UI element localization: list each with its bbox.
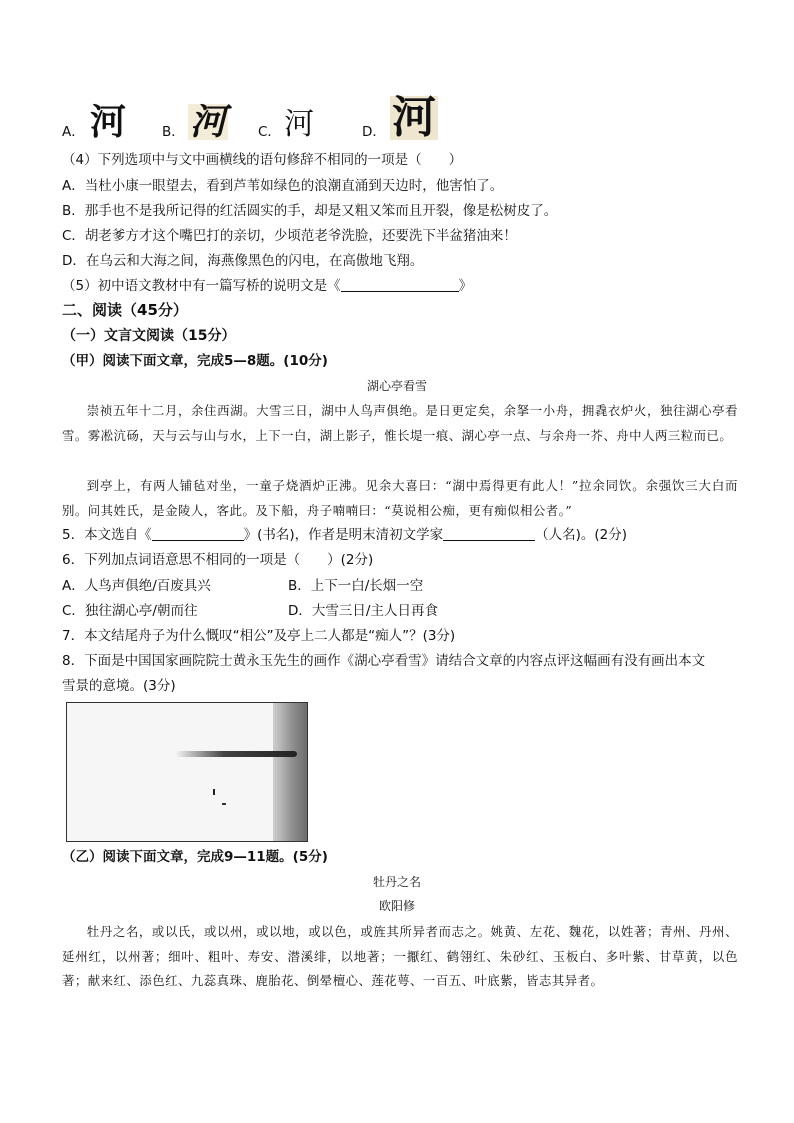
option-a-label: A． — [62, 124, 85, 140]
q6-option-d: D．大雪三日/主人日再食 — [288, 603, 438, 619]
jia-paragraph-2: 到亭上，有两人铺毡对坐，一童子烧酒炉正沸。见余大喜曰：“湖中焉得更有此人！”拉余同饮。余强饮三大白而别。问其姓氏，是金陵人，客此。及下船，舟子喃喃曰：“莫说相公痴，更有痴似相公者。” — [62, 478, 738, 518]
q5-after: 》 — [458, 278, 473, 294]
q5-answer-blank[interactable] — [341, 277, 459, 292]
painting-shade — [273, 703, 307, 841]
jia-article-title: 湖心亭看雪 — [366, 379, 427, 393]
q7-stem: 7．本文结尾舟子为什么慨叹“相公”及亭上二人都是“痴人”？(3分) — [62, 628, 456, 644]
painting-image — [66, 702, 308, 842]
q4-option-c: C．胡老爹方才这个嘴巴打的亲切，少顷范老爷洗脸，还要洗下半盆猪油来！ — [62, 228, 517, 244]
q4-stem: （4）下列选项中与文中画横线的语句修辞不相同的一项是（ ） — [62, 152, 463, 168]
q6-option-b: B．上下一白/长烟一空 — [288, 578, 424, 594]
q6-option-a: A．人鸟声俱绝/百废具兴 — [62, 578, 211, 594]
q5-before: （5）初中语文教材中有一篇写桥的说明文是《 — [62, 278, 341, 294]
subsection-classical-title: （一）文言文阅读（15分） — [62, 328, 236, 344]
q4-option-b: B．那手也不是我所记得的红活圆实的手，却是又粗又笨而且开裂，像是松树皮了。 — [62, 203, 558, 219]
yi-article-author: 欧阳修 — [378, 899, 415, 913]
q6-option-c: C．独往湖心亭/朝而往 — [62, 603, 198, 619]
glyph-b-image: 河 — [190, 101, 227, 143]
glyph-a-image: 河 — [90, 101, 127, 143]
q4-option-a: A．当杜小康一眼望去，看到芦苇如绿色的浪潮直涌到天边时，他害怕了。 — [62, 178, 504, 194]
q8-stem-line-1: 8．下面是中国国家画院院士黄永玉先生的画作《湖心亭看雪》请结合文章的内容点评这幅画有没有画出本文 — [62, 653, 706, 669]
q5-source-b: 》(书名)，作者是明末清初文学家 — [243, 527, 444, 543]
q5-author-blank[interactable] — [443, 526, 535, 541]
q4-option-d: D．在乌云和大海之间，海燕像黑色的闪电，在高傲地飞翔。 — [62, 253, 424, 269]
q5-source-c: （人名)。(2分) — [535, 527, 628, 543]
q6-stem: 6．下列加点词语意思不相同的一项是（ ）(2分) — [62, 552, 374, 568]
yi-paragraph-1: 牡丹之名，或以氏，或以州，或以地，或以色，或旌其所异者而志之。姚黄、左花、魏花，以姓著；青州、丹州、延州红，以州著；细叶、粗叶、寿安、潜溪绯，以地著；一擫红、鹤翎红、朱砂红、玉板白、多叶紫、甘草黄，以色著；献来红、添色红、九蕊真珠、鹿胎花、倒晕檀心、莲花萼、一百五、叶底紫，皆志其异者。 — [62, 924, 738, 988]
q5-bridge — [62, 276, 472, 296]
part-jia-instruction: （甲）阅读下面文章，完成5—8题。(10分) — [62, 353, 328, 369]
painting-stroke — [175, 751, 297, 757]
option-b-label: B． — [162, 124, 185, 140]
q5-book-blank[interactable] — [152, 526, 244, 541]
option-c-label: C． — [258, 124, 281, 140]
q5-source — [62, 525, 627, 545]
section-reading-title: 二、阅读（45分） — [62, 301, 188, 319]
part-yi-instruction: （乙）阅读下面文章，完成9—11题。(5分) — [62, 849, 328, 865]
glyph-c-image: 河 — [284, 107, 314, 142]
glyph-options — [62, 92, 482, 144]
yi-article-title: 牡丹之名 — [372, 875, 421, 889]
painting-boat — [222, 803, 226, 805]
option-d-label: D． — [362, 124, 386, 140]
q8-stem-line-2: 雪景的意境。(3分) — [62, 678, 176, 694]
q5-source-a: 5．本文选自《 — [62, 527, 152, 543]
glyph-d-image: 河 — [392, 92, 436, 143]
jia-paragraph-1: 崇祯五年十二月，余住西湖。大雪三日，湖中人鸟声俱绝。是日更定矣，余拏一小舟，拥毳衣炉火，独往湖心亭看雪。雾凇沆砀，天与云与山与水，上下一白，湖上影子，惟长堤一痕、湖心亭一点、与余舟一芥、舟中人两三粒而已。 — [62, 403, 738, 443]
painting-figure — [213, 789, 215, 795]
